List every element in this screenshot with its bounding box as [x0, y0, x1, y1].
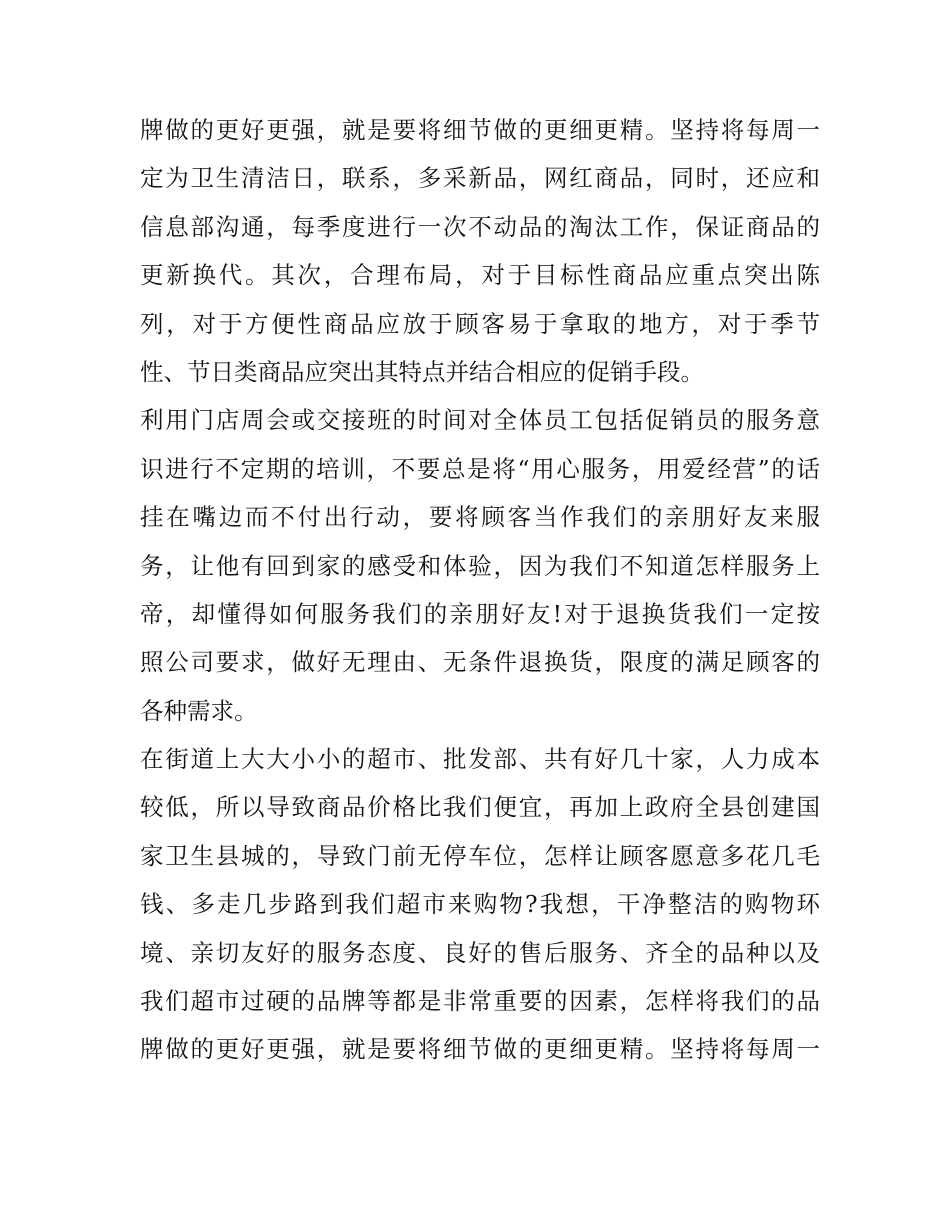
text-line: 在街道上大大小小的超市、批发部、共有好几十家，人力成本 — [140, 745, 820, 774]
text-line: 我们超市过硬的品牌等都是非常重要的因素，怎样将我们的品 — [140, 987, 820, 1016]
text-line: 识进行不定期的培训，不要总是将“用心服务，用爱经营”的话 — [140, 454, 820, 483]
body-text — [140, 106, 820, 1074]
text-line: 牌做的更好更强，就是要将细节做的更细更精。坚持将每周一 — [140, 1035, 820, 1064]
text-line: 列，对于方便性商品应放于顾客易于拿取的地方，对于季节 — [140, 309, 820, 338]
paragraph-end-line: 性、节日类商品应突出其特点并结合相应的促销手段。 — [140, 357, 704, 386]
paragraph-end-line: 各种需求。 — [140, 696, 258, 725]
text-line: 利用门店周会或交接班的时间对全体员工包括促销员的服务意 — [140, 406, 820, 435]
text-line: 帝，却懂得如何服务我们的亲朋好友!对于退换货我们一定按 — [140, 599, 820, 628]
text-line: 境、亲切友好的服务态度、良好的售后服务、齐全的品种以及 — [140, 938, 820, 967]
text-line: 牌做的更好更强，就是要将细节做的更细更精。坚持将每周一 — [140, 116, 820, 144]
text-line: 家卫生县城的，导致门前无停车位，怎样让顾客愿意多花几毛 — [140, 841, 820, 870]
text-line: 照公司要求，做好无理由、无条件退换货，限度的满足顾客的 — [140, 648, 820, 677]
text-line: 较低，所以导致商品价格比我们便宜，再加上政府全县创建国 — [140, 793, 820, 822]
text-line: 挂在嘴边而不付出行动，要将顾客当作我们的亲朋好友来服 — [140, 503, 820, 532]
text-line: 务，让他有回到家的感受和体验，因为我们不知道怎样服务上 — [140, 551, 820, 580]
text-line: 更新换代。其次，合理布局，对于目标性商品应重点突出陈 — [140, 261, 820, 290]
text-line: 钱、多走几步路到我们超市来购物?我想，干净整洁的购物环 — [140, 890, 820, 919]
text-line: 信息部沟通，每季度进行一次不动品的淘汰工作，保证商品的 — [140, 212, 820, 241]
text-line: 定为卫生清洁日，联系，多采新品，网红商品，同时，还应和 — [140, 164, 820, 193]
